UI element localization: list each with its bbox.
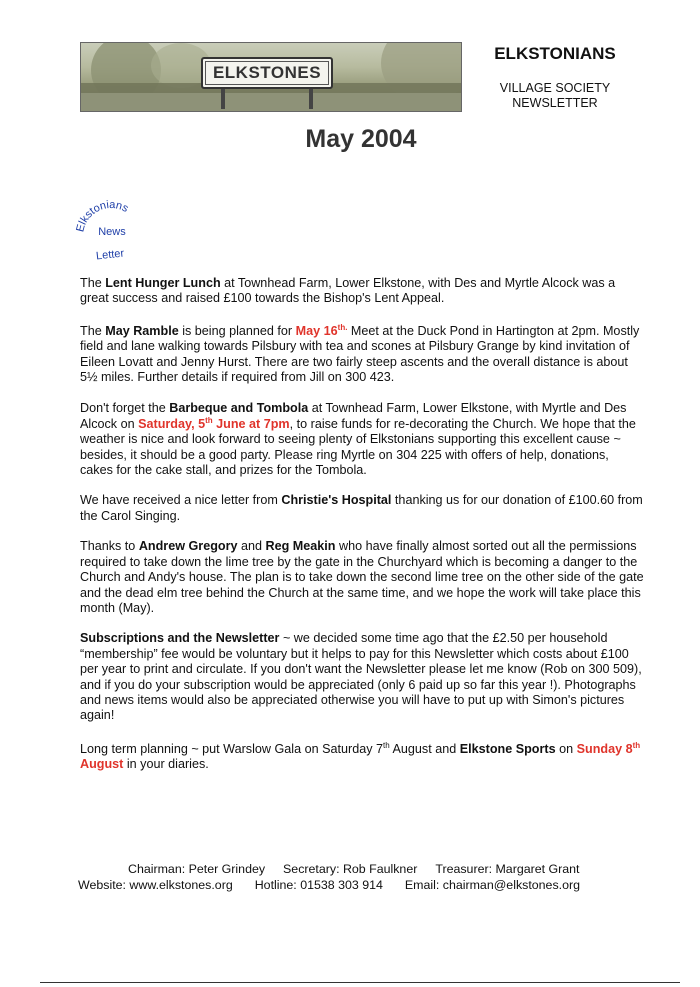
text: on bbox=[555, 741, 577, 756]
footer-contact-info bbox=[78, 877, 580, 893]
footer-chairman: Chairman: Peter Grindey bbox=[128, 862, 266, 876]
text: is being planned for bbox=[178, 323, 296, 338]
paragraph-long-term-planning bbox=[80, 742, 644, 773]
text: The bbox=[80, 323, 106, 338]
text: Meet at the Duck Pond in Hartington at 2pm. Mostly field and lane walking towards Pilsbury with tea and scones at Pilsbury Grange by kind invitation of Eileen Lovatt and Jenny Hurst. There are two fairly steep ascents and the overall distance is about 5½ miles. Further details if required from Jill on 300 423. bbox=[80, 323, 640, 385]
person-name: Reg Meakin bbox=[265, 539, 336, 554]
barbeque-heading: Barbeque and Tombola bbox=[169, 401, 309, 416]
sports-date-month: August bbox=[80, 757, 124, 772]
text: The bbox=[80, 276, 106, 290]
footer-secretary: Secretary: Rob Faulkner bbox=[283, 862, 418, 876]
text: ~ we decided some time ago that the £2.50 per household “membership” fee would be voluntary but it helps to pay for this Newsletter which costs about £100 per year to print and circulate. If you don't want the Newsletter please let me know (Rob on 300 509), and if you do your subscription would be appreciated (only 6 paid up so far this year !). Photographs and news items would also be appreciated otherwise you will have to put up with Simon's pictures again! bbox=[80, 631, 642, 723]
text: August and bbox=[389, 741, 460, 756]
footer-officers bbox=[128, 861, 580, 877]
christies-hospital-name: Christie's Hospital bbox=[281, 493, 392, 508]
banner-road bbox=[81, 93, 461, 111]
paragraph-barbeque bbox=[80, 401, 644, 478]
text: , to raise funds for re-decorating the Church. We hope that the weather is nice and look forward to seeing plenty of Elkstonians supporting this excellent cause ~ besides, it should be a good party. Please ring Myrtle on 304 225 with offers of help, donations, cakes for the cake stall, and prizes for the Tombola. bbox=[80, 416, 636, 478]
text: Don't forget the bbox=[80, 401, 170, 416]
lent-hunger-lunch-heading: Lent Hunger Lunch bbox=[105, 276, 221, 290]
stamp-arc-textpath: Elkstonians bbox=[74, 198, 131, 234]
may-ramble-heading: May Ramble bbox=[105, 323, 179, 338]
newsletter-body bbox=[80, 276, 644, 787]
page-bottom-rule bbox=[40, 982, 680, 983]
text: thanking us for our donation of £100.60 from the Carol Singing. bbox=[80, 493, 643, 523]
sports-date-suffix: th bbox=[632, 740, 641, 750]
text: at Townhead Farm, Lower Elkstone, with Myrtle and Des Alcock on bbox=[80, 401, 627, 431]
sign-post bbox=[221, 87, 225, 109]
text: We have received a nice letter from bbox=[80, 493, 282, 508]
barbeque-date-suffix: th bbox=[205, 415, 213, 425]
ramble-date bbox=[296, 324, 348, 338]
ramble-date-text: May 16 bbox=[295, 323, 338, 338]
header-banner-photo bbox=[80, 42, 462, 112]
stamp-letter-text: Letter bbox=[95, 247, 125, 263]
elkstone-sports-heading: Elkstone Sports bbox=[459, 741, 556, 756]
text: Long term planning ~ put Warslow Gala on Saturday 7 bbox=[80, 741, 384, 756]
paragraph-subscriptions bbox=[80, 631, 644, 723]
footer-website: Website: www.elkstones.org bbox=[78, 878, 233, 892]
org-subtitle-line1: VILLAGE SOCIETY bbox=[499, 81, 611, 95]
date-suffix: th bbox=[383, 740, 390, 750]
paragraph-may-ramble bbox=[80, 324, 644, 386]
footer-treasurer: Treasurer: Margaret Grant bbox=[435, 862, 580, 876]
barbeque-date-time: June at 7pm bbox=[212, 416, 290, 431]
footer-hotline: Hotline: 01538 303 914 bbox=[254, 878, 383, 892]
text: and bbox=[237, 539, 266, 554]
paragraph-christies-letter bbox=[80, 493, 644, 524]
village-sign: ELKSTONES bbox=[201, 57, 333, 89]
stamp-news-text: News bbox=[98, 226, 126, 238]
person-name: Andrew Gregory bbox=[138, 539, 238, 554]
text: who have finally almost sorted out all the permissions required to take down the lime tree by the gate in the Churchyard which is becoming a danger to the Church and Andy's house. The plan is to take down the second lime tree on the other side of the gate and the dead elm tree behind the Church at the same time, and we hope the work will take place this month (May). bbox=[80, 539, 644, 615]
text: in your diaries. bbox=[123, 757, 209, 772]
barbeque-date bbox=[138, 417, 290, 431]
org-subtitle-line2: NEWSLETTER bbox=[512, 96, 598, 110]
sports-date-day: Sunday 8 bbox=[576, 741, 633, 756]
text: at Townhead Farm, Lower Elkstone, with Des and Myrtle Alcock was a great success and raised £100 towards the Bishop's Lent Appeal. bbox=[80, 276, 616, 306]
newsletter-logo-stamp bbox=[74, 194, 148, 268]
ramble-date-suffix: th. bbox=[337, 322, 348, 332]
org-name: ELKSTONIANS bbox=[494, 44, 616, 63]
org-subtitle bbox=[470, 81, 640, 111]
paragraph-lime-trees bbox=[80, 539, 644, 616]
subscriptions-heading: Subscriptions and the Newsletter bbox=[80, 631, 280, 646]
footer-email: Email: chairman@elkstones.org bbox=[404, 878, 580, 892]
issue-date: May 2004 bbox=[305, 125, 417, 153]
text: Thanks to bbox=[80, 539, 139, 554]
barbeque-date-day: Saturday, 5 bbox=[138, 416, 206, 431]
paragraph-lent-lunch bbox=[80, 276, 644, 307]
sign-post bbox=[309, 87, 313, 109]
